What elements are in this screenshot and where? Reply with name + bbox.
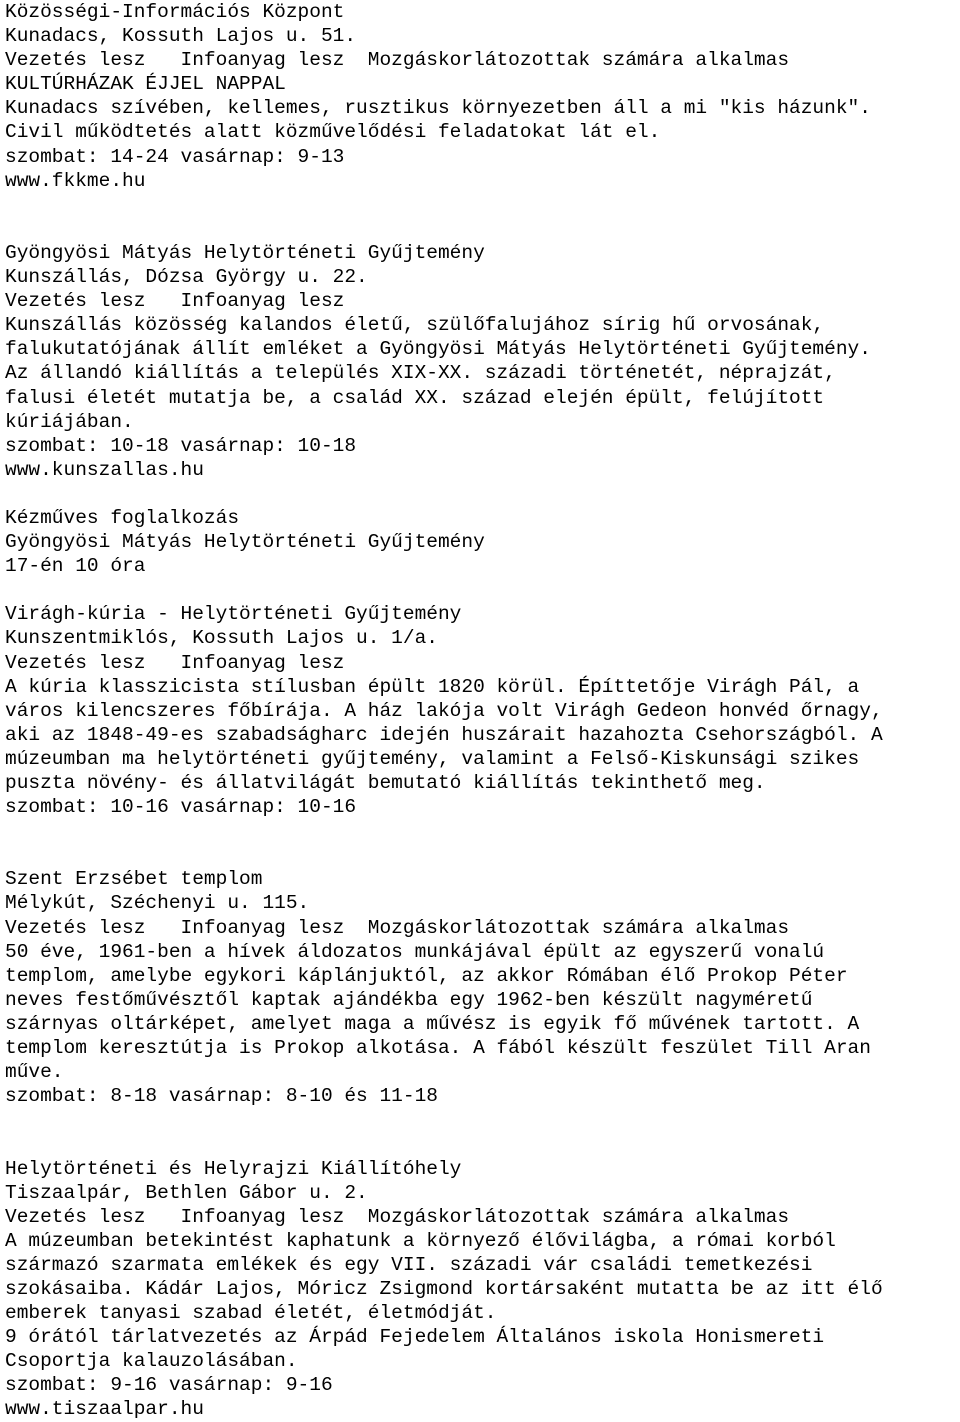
blank-line	[5, 482, 955, 506]
event-block	[5, 1157, 955, 1422]
blank-line	[5, 1108, 955, 1132]
text-line: Civil működtetés alatt közművelődési feladatokat lát el.	[5, 121, 661, 144]
website-link[interactable]: www.tiszaalpar.hu	[5, 1398, 204, 1421]
text-line: Vezetés lesz Infoanyag lesz	[5, 290, 345, 313]
text-line: Kunszállás közösség kalandos életű, szülőfalujához sírig hű orvosának,	[5, 314, 825, 337]
text-line: Az állandó kiállítás a település XIX-XX. századi történetét, néprajzát,	[5, 362, 836, 385]
text-line: Gyöngyösi Mátyás Helytörténeti Gyűjtemény	[5, 531, 485, 554]
text-line: Kunadacs szívében, kellemes, rusztikus környezetben áll a mi "kis házunk".	[5, 97, 871, 120]
event-title: Kézműves foglalkozás	[5, 506, 240, 529]
text-line: 9 órától tárlatvezetés az Árpád Fejedelem Általános iskola Honismereti	[5, 1326, 825, 1349]
event-title: Közösségi-Információs Központ	[5, 1, 345, 23]
text-line: aki az 1848-49-es szabadságharc idején huszárait hazahozta Csehországból. A	[5, 723, 883, 746]
text-line: emberek tanyasi szabad életét, életmódját.	[5, 1302, 497, 1325]
opening-hours: szombat: 8-18 vasárnap: 8-10 és 11-18	[5, 1085, 438, 1108]
website-link[interactable]: www.kunszallas.hu	[5, 458, 204, 481]
text-line: Kunszállás, Dózsa György u. 22.	[5, 266, 368, 289]
text-line: 17-én 10 óra	[5, 555, 146, 578]
blank-line	[5, 1132, 955, 1156]
text-line: Kunszentmiklós, Kossuth Lajos u. 1/a.	[5, 627, 438, 650]
text-line: A kúria klasszicista stílusban épült 1820 körül. Építtetője Virágh Pál, a	[5, 675, 860, 698]
opening-hours: szombat: 14-24 vasárnap: 9-13	[5, 145, 345, 168]
text-line: Kunadacs, Kossuth Lajos u. 51.	[5, 25, 357, 48]
event-title: Gyöngyösi Mátyás Helytörténeti Gyűjtemény	[5, 241, 485, 264]
text-line: falusi életét mutatja be, a család XX. század elején épült, felújított	[5, 386, 825, 409]
opening-hours: szombat: 9-16 vasárnap: 9-16	[5, 1374, 333, 1397]
text-line: Vezetés lesz Infoanyag lesz Mozgáskorlátozottak számára alkalmas	[5, 49, 790, 72]
event-title: Virágh-kúria - Helytörténeti Gyűjtemény	[5, 603, 462, 626]
event-block	[5, 867, 955, 1108]
text-line: A múzeumban betekintést kaphatunk a környező élővilágba, a római korból	[5, 1229, 836, 1252]
text-line: Mélykút, Széchenyi u. 115.	[5, 892, 310, 915]
text-line: származó szarmata emlékek és egy VII. századi vár családi temetkezési	[5, 1253, 813, 1276]
text-line: szárnyas oltárképet, amelyet maga a művész is egyik fő művének tartott. A	[5, 1012, 860, 1035]
website-link[interactable]: www.fkkme.hu	[5, 169, 146, 192]
text-line: Vezetés lesz Infoanyag lesz Mozgáskorlátozottak számára alkalmas	[5, 916, 790, 939]
event-block	[5, 241, 955, 482]
blank-line	[5, 578, 955, 602]
event-block	[5, 602, 955, 819]
text-line: Vezetés lesz Infoanyag lesz Mozgáskorlátozottak számára alkalmas	[5, 1205, 790, 1228]
document-body	[5, 0, 955, 1422]
text-line: város kilencszeres főbírája. A ház lakója volt Virágh Gedeon honvéd őrnagy,	[5, 699, 883, 722]
text-line: KULTÚRHÁZAK ÉJJEL NAPPAL	[5, 73, 286, 96]
text-line: Tiszaalpár, Bethlen Gábor u. 2.	[5, 1181, 368, 1204]
blank-line	[5, 819, 955, 843]
text-line: Vezetés lesz Infoanyag lesz	[5, 651, 345, 674]
event-block	[5, 506, 955, 578]
text-line: 50 éve, 1961-ben a hívek áldozatos munkájával épült az egyszerű vonalú	[5, 940, 825, 963]
opening-hours: szombat: 10-18 vasárnap: 10-18	[5, 434, 357, 457]
text-line: kúriájában.	[5, 410, 134, 433]
text-line: templom keresztútja is Prokop alkotása. A fából készült feszület Till Aran	[5, 1037, 871, 1060]
blank-line	[5, 193, 955, 217]
text-line: puszta növény- és állatvilágát bemutató kiállítás tekinthető meg.	[5, 772, 766, 794]
text-line: műve.	[5, 1061, 64, 1084]
text-line: Csoportja kalauzolásában.	[5, 1350, 298, 1373]
text-line: templom, amelybe egykori káplánjuktól, az akkor Rómában élő Prokop Péter	[5, 964, 848, 987]
opening-hours: szombat: 10-16 vasárnap: 10-16	[5, 796, 357, 819]
blank-line	[5, 217, 955, 241]
blank-line	[5, 843, 955, 867]
text-line: szokásaiba. Kádár Lajos, Móricz Zsigmond kortársaként mutatta be az itt élő	[5, 1277, 883, 1300]
event-title: Szent Erzsébet templom	[5, 868, 263, 891]
event-title: Helytörténeti és Helyrajzi Kiállítóhely	[5, 1157, 462, 1180]
text-line: falukutatójának állít emléket a Gyöngyösi Mátyás Helytörténeti Gyűjtemény.	[5, 338, 871, 361]
text-line: neves festőművésztől kaptak ajándékba egy 1962-ben készült nagyméretű	[5, 988, 813, 1011]
text-line: múzeumban ma helytörténeti gyűjtemény, valamint a Felső-Kiskunsági szikes	[5, 747, 860, 770]
event-block	[5, 0, 955, 193]
